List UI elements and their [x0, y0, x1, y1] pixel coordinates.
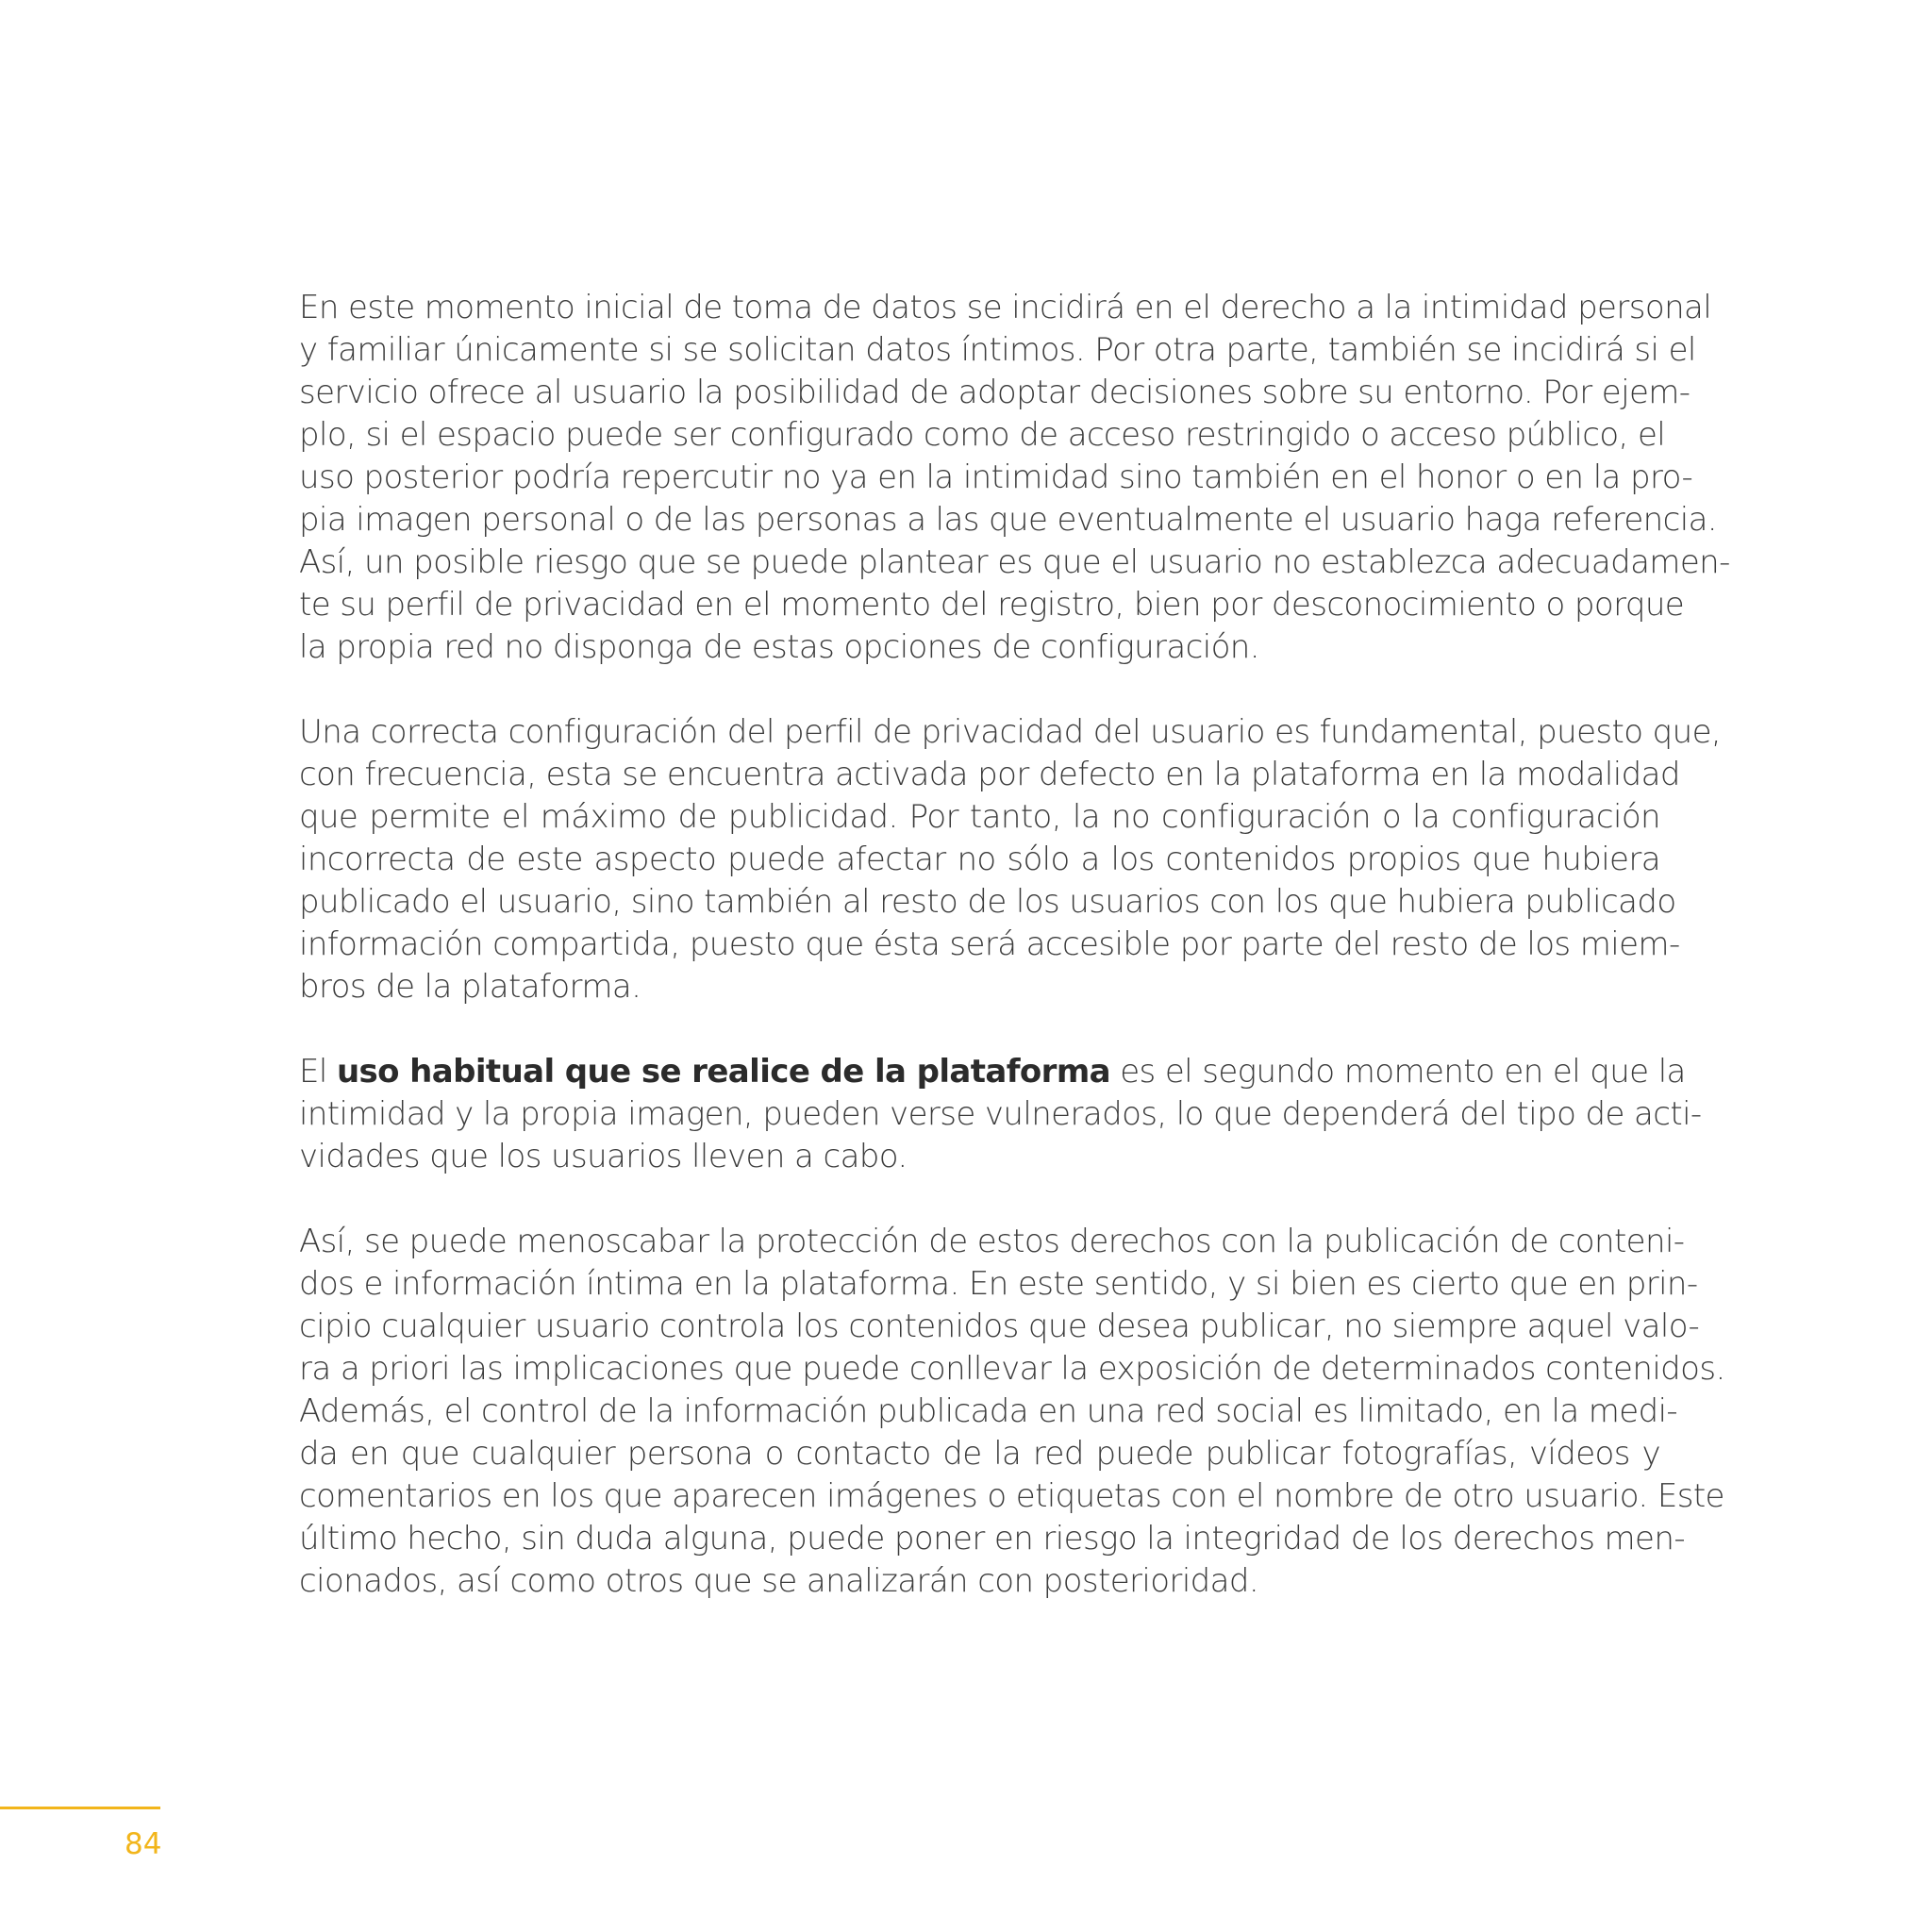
- text-run: El: [299, 1053, 337, 1091]
- text-line: Además, el control de la información publicada en una red social es limitado, en la medi-: [299, 1392, 1678, 1430]
- text-line: Así, se puede menoscabar la protección de estos derechos con la publicación de conteni-: [299, 1223, 1685, 1260]
- text-line: comentarios en los que aparecen imágenes o etiquetas con el nombre de otro usuario. Este: [299, 1477, 1724, 1515]
- text-line: pia imagen personal o de las personas a las que eventualmente el usuario haga referencia.: [299, 501, 1718, 539]
- text-line: Así, un posible riesgo que se puede plantear es que el usuario no establezca adecuadamen-: [299, 543, 1730, 581]
- paragraph-2: [299, 711, 1722, 1008]
- text-line: plo, si el espacio puede ser configurado como de acceso restringido o acceso público, el: [299, 416, 1666, 454]
- footer-divider: [0, 1807, 160, 1809]
- text-line: cipio cualquier usuario controla los contenidos que desea publicar, no siempre aquel valo-: [299, 1307, 1700, 1345]
- text-run: es el segundo momento en el que la: [1110, 1053, 1686, 1091]
- text-line: intimidad y la propia imagen, pueden verse vulnerados, lo que dependerá del tipo de acti-: [299, 1095, 1702, 1133]
- text-line: ra a priori las implicaciones que puede conllevar la exposición de determinados contenidos.: [299, 1350, 1725, 1388]
- paragraph-1: [299, 287, 1730, 669]
- text-line: la propia red no disponga de estas opciones de configuración.: [299, 628, 1259, 666]
- text-line: servicio ofrece al usuario la posibilidad de adoptar decisiones sobre su entorno. Por ejem-: [299, 374, 1690, 411]
- text-line: publicado el usuario, sino también al resto de los usuarios con los que hubiera publicado: [299, 883, 1676, 921]
- text-line: Una correcta configuración del perfil de privacidad del usuario es fundamental, puesto que,: [299, 713, 1722, 751]
- text-line: que permite el máximo de publicidad. Por tanto, la no configuración o la configuración: [299, 798, 1660, 836]
- text-line: bros de la plataforma.: [299, 968, 641, 1006]
- emphasis-text: uso habitual que se realice de la plataforma: [336, 1053, 1111, 1091]
- text-line: último hecho, sin duda alguna, puede poner en riesgo la integridad de los derechos men-: [299, 1520, 1685, 1557]
- text-line: En este momento inicial de toma de datos se incidirá en el derecho a la intimidad personal: [299, 289, 1712, 326]
- body-text: [299, 287, 1730, 1645]
- text-line: da en que cualquier persona o contacto de la red puede publicar fotografías, vídeos y: [299, 1435, 1660, 1473]
- paragraph-4: [299, 1221, 1725, 1603]
- text-line: información compartida, puesto que ésta será accesible por parte del resto de los miem-: [299, 925, 1680, 963]
- text-line: uso posterior podría repercutir no ya en la intimidad sino también en el honor o en la pro-: [299, 458, 1693, 496]
- text-line: y familiar únicamente si se solicitan datos íntimos. Por otra parte, también se incidirá si el: [299, 331, 1696, 369]
- text-line: con frecuencia, esta se encuentra activada por defecto en la plataforma en la modalidad: [299, 756, 1680, 793]
- text-line: dos e información íntima en la plataforma. En este sentido, y si bien es cierto que en prin-: [299, 1265, 1698, 1303]
- text-line: cionados, así como otros que se analizarán con posterioridad.: [299, 1562, 1259, 1600]
- text-line: te su perfil de privacidad en el momento del registro, bien por desconocimiento o porque: [299, 586, 1685, 624]
- text-line: vidades que los usuarios lleven a cabo.: [299, 1138, 908, 1175]
- page-number: 84: [125, 1827, 162, 1861]
- text-line: [299, 1051, 1686, 1093]
- paragraph-3: [299, 1051, 1702, 1178]
- text-line: incorrecta de este aspecto puede afectar no sólo a los contenidos propios que hubiera: [299, 841, 1660, 878]
